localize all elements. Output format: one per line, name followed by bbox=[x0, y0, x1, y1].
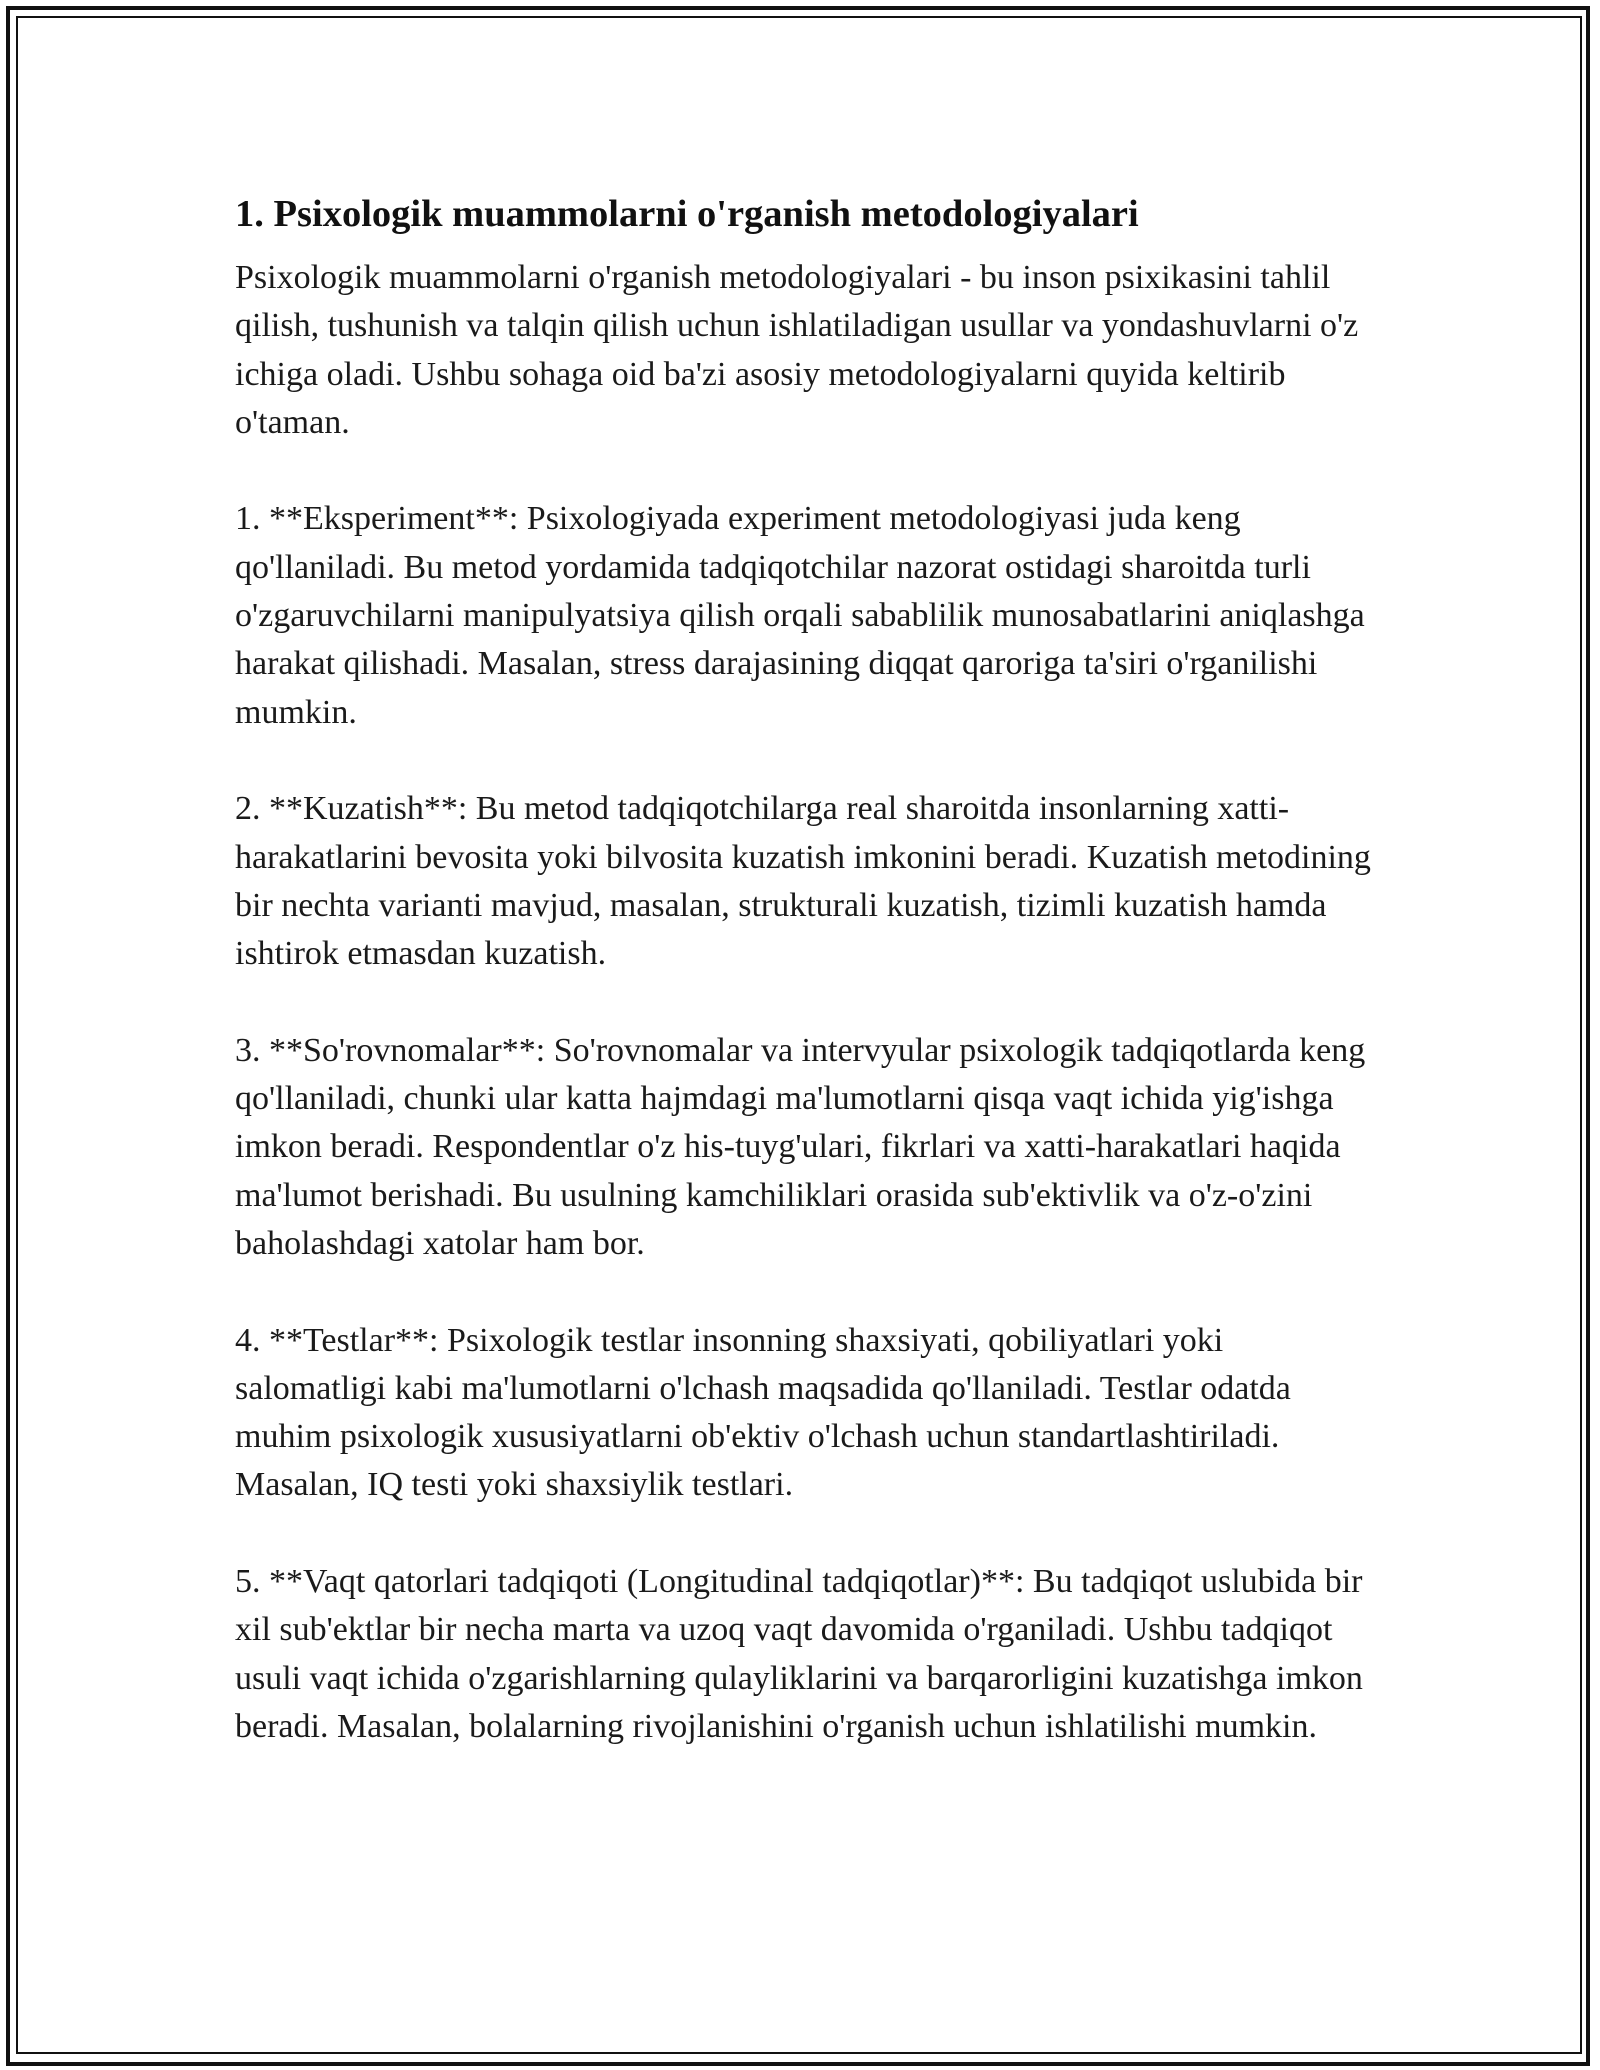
document-title: 1. Psixologik muammolarni o'rganish metodologiyalari bbox=[235, 193, 1139, 235]
list-item-observation: 2. **Kuzatish**: Bu metod tadqiqotchilarga real sharoitda insonlarning xatti-harakatlarini bevosita yoki bilvosita kuzatish imkonini beradi. Kuzatish metodining bir nechta varianti mavjud, masalan, strukturali kuzatish, tizimli kuzatish hamda ishtirok etmasdan kuzatish. bbox=[235, 790, 1371, 973]
list-item-surveys: 3. **So'rovnomalar**: So'rovnomalar va intervyular psixologik tadqiqotlarda keng qo'llaniladi, chunki ular katta hajmdagi ma'lumotlarni qisqa vaqt ichida yig'ishga imkon beradi. Respondentlar o'z his-tuyg'ulari, fikrlari va xatti-harakatlari haqida ma'lumot berishadi. Bu usulning kamchiliklari orasida sub'ektivlik va o'z-o'zini baholashdagi xatolar ham bor. bbox=[235, 1031, 1366, 1262]
intro-paragraph: Psixologik muammolarni o'rganish metodologiyalari - bu inson psixikasini tahlil qilish, tushunish va talqin qilish uchun ishlatiladigan usullar va yondashuvlarni o'z ichiga oladi. Ushbu sohaga oid ba'zi asosiy metodologiyalarni quyida keltirib o'taman. bbox=[235, 259, 1359, 441]
document-body bbox=[235, 186, 1375, 1751]
list-item-experiment: 1. **Eksperiment**: Psixologiyada experiment metodologiyasi juda keng qo'llaniladi. Bu metod yordamida tadqiqotchilar nazorat ostidagi sharoitda turli o'zgaruvchilarni manipulyatsiya qilish orqali sabablilik munosabatlarini aniqlashga harakat qilishadi. Masalan, stress darajasining diqqat qaroriga ta'siri o'rganilishi mumkin. bbox=[235, 500, 1365, 731]
list-item-longitudinal: 5. **Vaqt qatorlari tadqiqoti (Longitudinal tadqiqotlar)**: Bu tadqiqot uslubida bir xil sub'ektlar bir necha marta va uzoq vaqt davomida o'rganiladi. Ushbu tadqiqot usuli vaqt ichida o'zgarishlarning qulayliklarini va barqarorligini kuzatishga imkon beradi. Masalan, bolalarning rivojlanishini o'rganish uchun ishlatilishi mumkin. bbox=[235, 1563, 1363, 1745]
list-item-tests: 4. **Testlar**: Psixologik testlar insonning shaxsiyati, qobiliyatlari yoki salomatligi kabi ma'lumotlarni o'lchash maqsadida qo'llaniladi. Testlar odatda muhim psixologik xususiyatlarni ob'ektiv o'lchash uchun standartlashtiriladi. Masalan, IQ testi yoki shaxsiylik testlari. bbox=[235, 1321, 1291, 1504]
